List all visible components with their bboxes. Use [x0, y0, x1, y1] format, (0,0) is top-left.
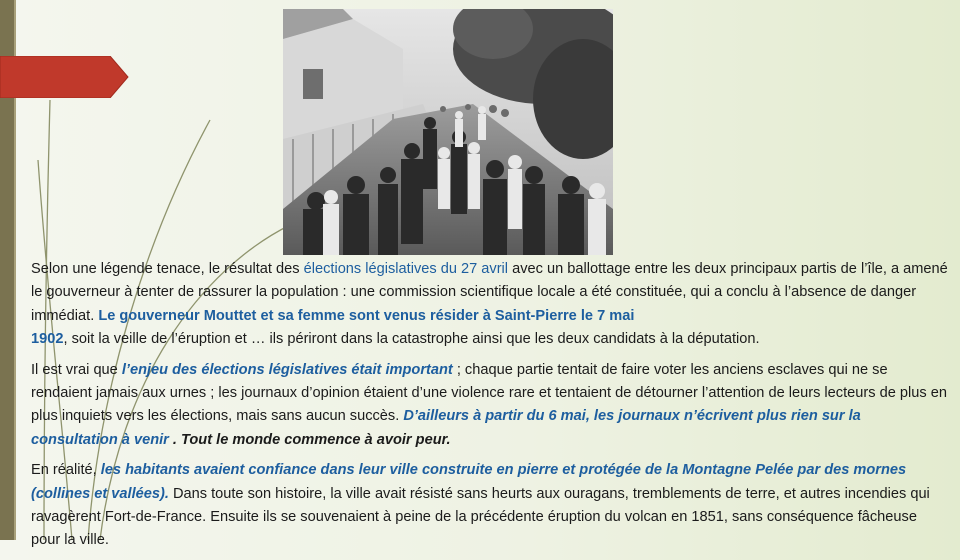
historical-street-crowd-photo: [283, 9, 613, 255]
p1-text-1: Selon une légende tenace, le résultat des: [31, 261, 304, 277]
p1-highlight-elections: élections législatives du 27 avril: [303, 261, 509, 277]
p3-highlight-inhabitants: les habitants avaient confiance dans leur ville construite en pierre et protégée de la Montagne Pelée par des mornes (collines et vallées).: [31, 462, 907, 502]
p2-text-1: Il est vrai que: [31, 361, 122, 378]
p1-highlight-governor: Le gouverneur Mouttet et sa femme sont venus résider à Saint-Pierre le 7 mai: [98, 307, 635, 324]
paragraph-reality: [31, 459, 949, 553]
paragraph-legend: [31, 258, 949, 352]
body-text: [31, 258, 949, 560]
p2-text-2: ; chaque partie tentait de faire voter les anciens esclaves qui ne se rendaient jamais aux urnes ; les journaux d’opinion étaient d’une violence rare et tentaient de détourner l’attention de leurs lecteurs de plus en plus inquiets vers les élections, mais sans aucun succès.: [31, 361, 947, 425]
p2-highlight-stakes: l’enjeu des élections législatives était important: [121, 361, 453, 378]
p2-highlight-newspapers: D’ailleurs à partir du 6 mai, les journaux n’écrivent plus rien sur la consultation à venir: [31, 408, 861, 448]
p3-text-1: En réalité,: [31, 462, 101, 479]
p1-text-3: , soit la veille de l’éruption et … ils périront dans la catastrophe ainsi que les deux candidats à la députation.: [63, 331, 760, 348]
paragraph-elections: [31, 359, 949, 453]
p1-highlight-year: 1902: [31, 331, 64, 348]
p2-text-3: . Tout le monde commence à avoir peur.: [168, 431, 451, 448]
red-arrow-tab: [0, 56, 130, 98]
p1-text-2: avec un ballottage entre les deux principaux partis de l’île, a amené le gouverneur à tenter de rassurer la population : une commission scientifique locale a été constituée, qui a conclu à l’absence de danger immédiat.: [31, 261, 948, 324]
p3-text-2: Dans toute son histoire, la ville avait résisté sans heurts aux ouragans, tremblements de terre, et autres incendies qui ravagèrent Fort-de-France. Ensuite ils se souvenaient à peine de la précédente éruption du volcan en 1851, sans conséquence fâcheuse pour la ville.: [31, 485, 930, 549]
